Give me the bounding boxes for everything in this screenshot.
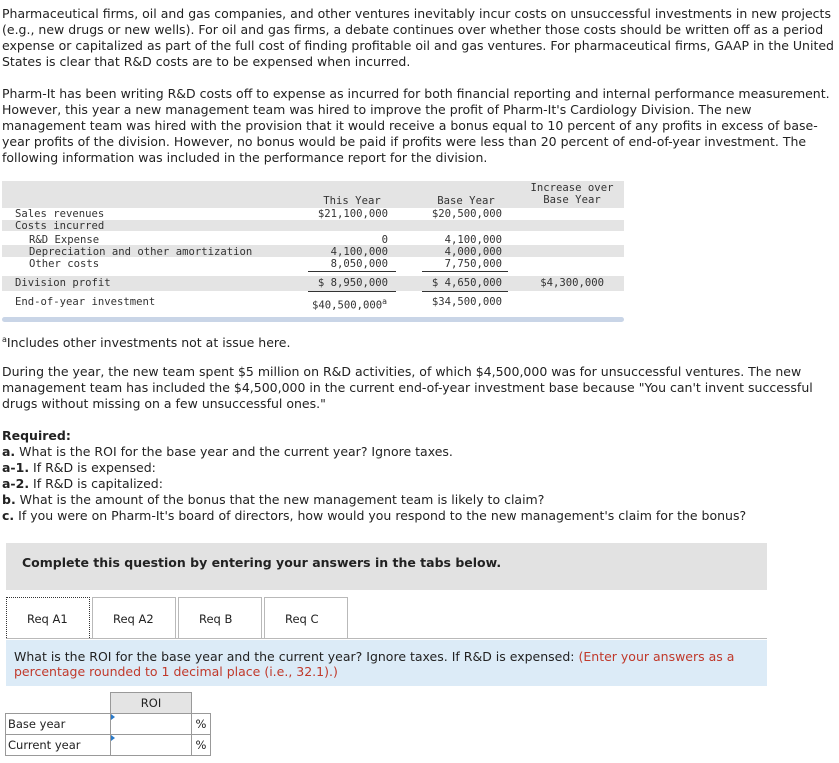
percent-unit: %	[192, 735, 211, 756]
depreciation-base-year: 4,000,000	[444, 246, 502, 258]
tab-divider	[6, 638, 767, 639]
required-section	[2, 428, 834, 524]
tab-label: Req A2	[113, 612, 154, 626]
investment-label: End-of-year investment	[15, 296, 156, 308]
depreciation-this-year: 4,100,000	[330, 246, 388, 258]
costs-label: Costs incurred	[15, 220, 105, 232]
blank-cell	[192, 693, 211, 714]
tab-label: Req C	[285, 612, 319, 626]
other-costs-this-year: 8,050,000	[330, 258, 388, 270]
division-profit-label: Division profit	[15, 277, 111, 289]
tab-label: Req B	[199, 612, 233, 626]
intro-paragraph-2: Pharm-It has been writing R&D costs off to expense as incurred for both financial reporting and internal performance measurement. However, this year a new management team was hired to improve the profit of Pharm-It's Cardiology Division. The new management team was hired with the provision that it would receive a bonus equal to 10 percent of any profits in excess of base-year profits of the division. However, no bonus would be paid if profits were less than 20 percent of end-of-year investment. The following information was included in the performance report for the division.	[2, 86, 830, 165]
req-a2-label: a-2.	[2, 476, 30, 491]
subtotal-underline	[308, 271, 396, 272]
division-profit-this-year: $ 8,950,000	[317, 277, 388, 289]
req-a1-label: a-1.	[2, 460, 30, 475]
sales-this-year: $21,100,000	[317, 208, 388, 220]
required-title: Required:	[2, 428, 71, 443]
question	[14, 649, 762, 679]
rd-label: R&D Expense	[29, 234, 100, 246]
rd-this-year: 0	[381, 234, 388, 246]
footnote	[2, 332, 290, 351]
req-c-label: c.	[2, 508, 15, 523]
req-a-text: What is the ROI for the base year and the current year? Ignore taxes.	[15, 444, 453, 459]
investment-this-year-value: $40,500,000	[312, 299, 383, 312]
base-year-label: Base year	[6, 714, 111, 735]
base-year-roi-cell	[111, 714, 192, 735]
req-a-label: a.	[2, 444, 16, 459]
roi-header: ROI	[111, 693, 192, 714]
other-costs-base-year: 7,750,000	[444, 258, 502, 270]
req-a2-text: If R&D is capitalized:	[29, 476, 163, 491]
tab-req-b[interactable]	[178, 597, 262, 638]
question-text: What is the ROI for the base year and the current year? Ignore taxes. If R&D is expensed:	[14, 649, 579, 664]
division-profit-base-year: $ 4,650,000	[431, 277, 502, 289]
req-b-text: What is the amount of the bonus that the new management team is likely to claim?	[15, 492, 545, 507]
complete-banner-text: Complete this question by entering your answers in the tabs below.	[22, 555, 502, 570]
investment-base-year: $34,500,000	[431, 296, 502, 308]
blank-cell	[6, 693, 111, 714]
total-underline	[308, 291, 396, 292]
req-c-text: If you were on Pharm-It's board of directors, how would you respond to the new management's claim for the bonus?	[14, 508, 747, 523]
header-increase-line2: Base Year	[543, 194, 601, 206]
rd-base-year: 4,100,000	[444, 234, 502, 246]
current-year-roi-input[interactable]	[113, 736, 177, 754]
roi-answer-table	[5, 692, 211, 756]
percent-unit: %	[192, 714, 211, 735]
tab-label: Req A1	[27, 612, 68, 626]
tab-req-c[interactable]	[264, 597, 348, 638]
scenario-paragraph: During the year, the new team spent $5 million on R&D activities, of which $4,500,000 was for unsuccessful ventures. The new management team has included the $4,500,000 in the current end-of-year investment base because "You can't invent successful drugs without missing on a few unsuccessful ones."	[2, 364, 813, 411]
tab-req-a2[interactable]	[92, 597, 176, 638]
investment-this-year	[312, 296, 387, 312]
base-year-roi-input[interactable]	[113, 715, 177, 733]
depreciation-label: Depreciation and other amortization	[29, 246, 253, 258]
current-year-roi-cell	[111, 735, 192, 756]
other-costs-label: Other costs	[29, 258, 100, 270]
question-box	[6, 640, 767, 686]
total-underline	[422, 291, 508, 292]
footnote-sup: a	[2, 335, 7, 344]
footnote-text: Includes other investments not at issue here.	[6, 335, 291, 351]
table-scrollbar[interactable]	[2, 317, 624, 322]
complete-banner	[6, 543, 767, 590]
header-base-year: Base Year	[437, 195, 495, 207]
req-a1-text: If R&D is expensed:	[29, 460, 156, 475]
subtotal-underline	[422, 271, 508, 272]
sales-base-year: $20,500,000	[431, 208, 502, 220]
sales-label: Sales revenues	[15, 208, 105, 220]
req-b-label: b.	[2, 492, 16, 507]
tab-req-a1[interactable]	[6, 597, 90, 638]
question-instruction: (Enter your answers as a percentage rounded to 1 decimal place (i.e., 32.1).)	[14, 649, 735, 679]
footnote-marker: a	[382, 297, 388, 306]
performance-report-table	[2, 181, 624, 323]
current-year-label: Current year	[6, 735, 111, 756]
header-this-year: This Year	[323, 195, 381, 207]
header-increase-line1: Increase over	[530, 182, 614, 194]
division-profit-increase: $4,300,000	[540, 277, 604, 289]
intro-paragraph-1: Pharmaceutical firms, oil and gas companies, and other ventures inevitably incur costs on unsuccessful investments in new projects (e.g., new drugs or new wells). For oil and gas firms, a debate continues over whether those costs should be written off as a period expense or capitalized as part of the full cost of finding profitable oil and gas ventures. For pharmaceutical firms, GAAP in the United States is clear that R&D costs are to be expensed when incurred.	[2, 6, 834, 69]
